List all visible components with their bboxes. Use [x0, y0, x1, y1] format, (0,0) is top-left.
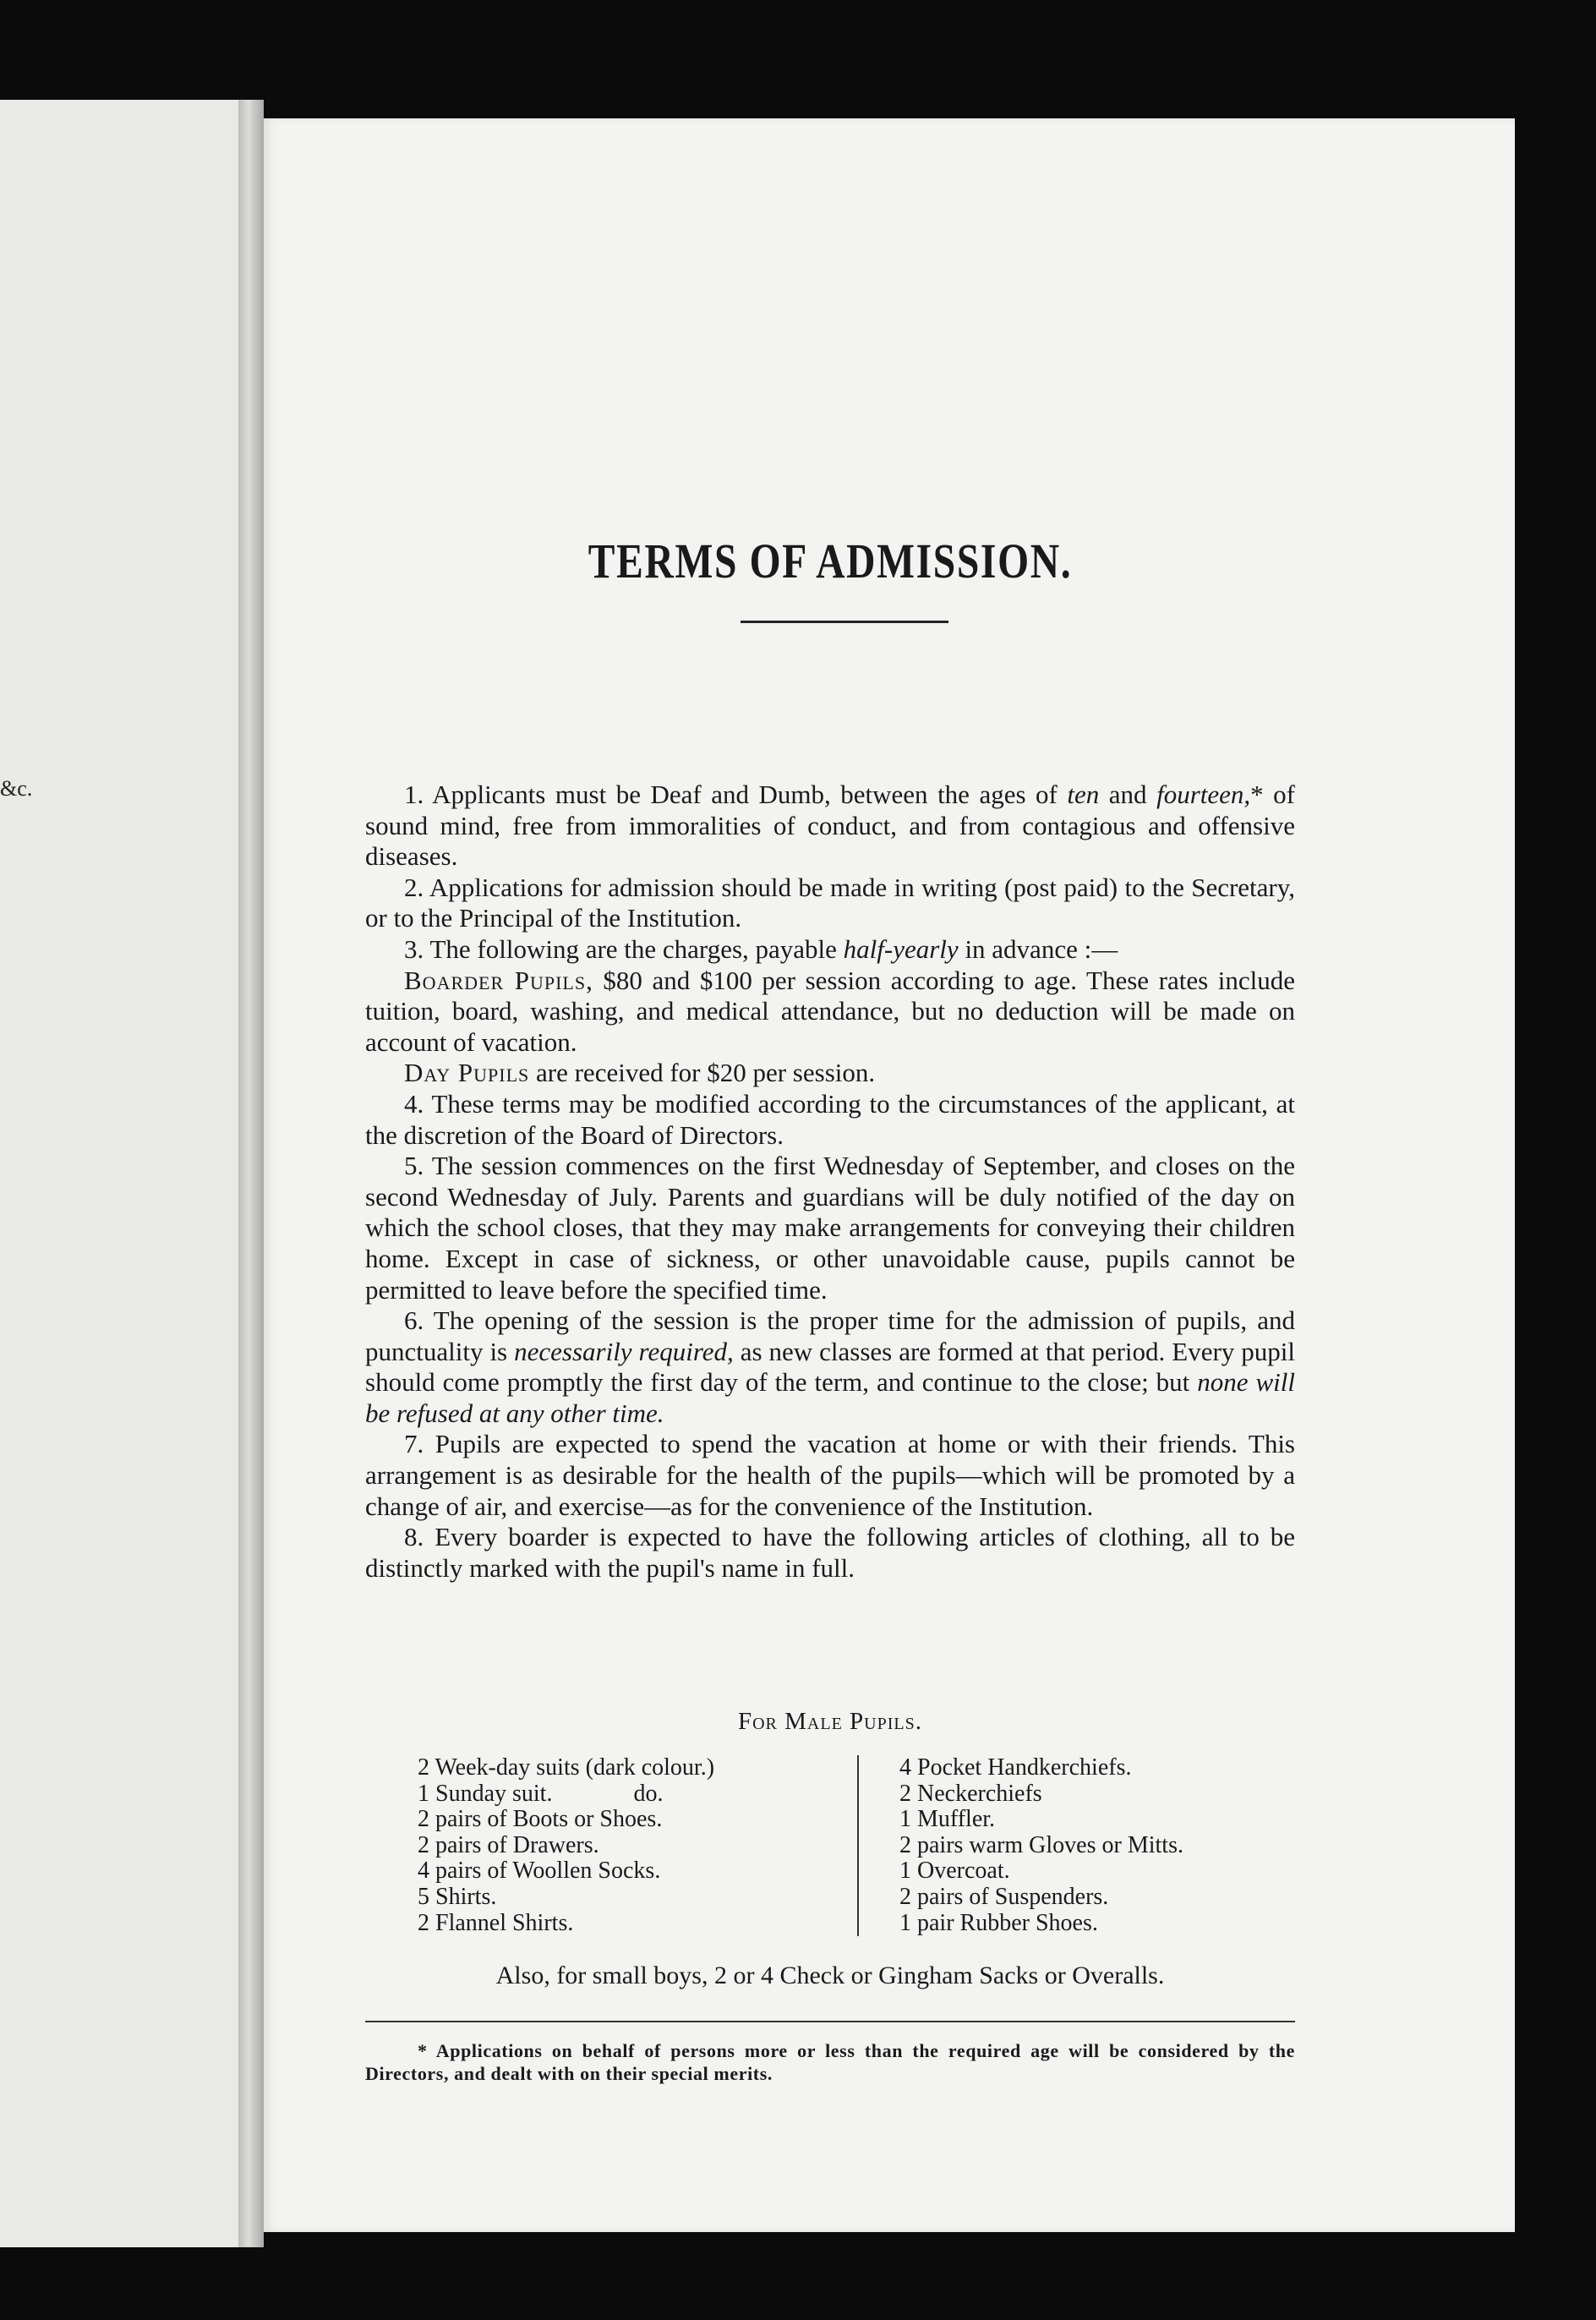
clothing-heading: For Male Pupils. [737, 1708, 923, 1735]
paragraph-text: and [1099, 780, 1157, 809]
clothing-item-text: 5 Shirts. [418, 1883, 497, 1910]
paragraph [365, 873, 1295, 934]
paragraph-text: * of sound mind, free from immoralities of conduct, and from contagious and offensive diseases. [365, 780, 1295, 872]
paragraph-text: ten [1067, 780, 1100, 809]
paragraph-text: fourteen, [1156, 780, 1251, 809]
paragraph-text: Applicants must be Deaf and Dumb, between the ages of [432, 780, 1068, 809]
small-boys-note: Also, for small boys, 2 or 4 Check or Gingham Sacks or Overalls. [495, 1962, 1165, 1989]
clothing-item-text: 4 pairs of Woollen Socks. [418, 1858, 661, 1885]
footnote [365, 2039, 1295, 2085]
clothing-item [418, 1781, 857, 1808]
paragraph-number: 4. [404, 1088, 432, 1119]
paragraph-text: The opening of the session is the proper time for the admission of pupils, and punctuality is [365, 1305, 1295, 1366]
paragraph-text: These terms may be modified according to the circumstances of the applicant, at the discretion of the Board of Directors. [365, 1088, 1295, 1150]
paragraph [365, 1305, 1295, 1429]
ditto-mark: do. [633, 1780, 664, 1807]
paragraph-number: 3. [404, 933, 430, 964]
clothing-item-text: 1 Sunday suit. [418, 1780, 553, 1807]
clothing-item [418, 1911, 857, 1937]
clothing-item [418, 1858, 857, 1885]
clothing-item [418, 1755, 857, 1781]
paragraph-number: 6. [404, 1305, 434, 1336]
clothing-item: 2 pairs warm Gloves or Mitts. [899, 1831, 1183, 1858]
paragraph-text: The session commences on the first Wednesday of September, and closes on the second Wednesday of July. Parents and guardians will be duly notified of the day on which the school closes, that they may make arrangements for conveying their children home. Except in case of sickness, or other unavoidable cause, pupils cannot be permitted to leave before the specified time. [365, 1151, 1295, 1305]
paragraph [365, 966, 1295, 1059]
clothing-item-text: 2 Week-day suits (dark colour.) [418, 1754, 715, 1781]
footnote-text: * Applications on behalf of persons more or less than the required age will be considered by the Directors, and dealt with on their special merits. [365, 2040, 1295, 2084]
paragraph-text: necessarily required, [514, 1336, 734, 1366]
clothing-item: 1 Overcoat. [899, 1858, 1010, 1885]
clothing-item [418, 1807, 857, 1833]
clothing-item: 2 Neckerchiefs [899, 1780, 1042, 1807]
clothing-item [418, 1885, 857, 1911]
paragraph-text: $80 and $100 per session according to age. These rates include tuition, board, washing, and medical attendance, but no deduction will be made on account of vacation. [365, 965, 1295, 1057]
clothing-item-text: 2 pairs of Drawers. [418, 1831, 599, 1858]
paragraph-number: 8. [404, 1522, 435, 1552]
clothing-item: 4 Pocket Handkerchiefs. [899, 1754, 1132, 1781]
paragraph-text: Day Pupils [404, 1058, 530, 1088]
paragraph-number: 2. [404, 872, 429, 902]
left-page [0, 100, 238, 2247]
clothing-item-text: 2 pairs of Boots or Shoes. [418, 1806, 663, 1833]
paragraph-number: 1. [404, 780, 433, 809]
clothing-item: 1 pair Rubber Shoes. [899, 1909, 1098, 1936]
title-underline [741, 621, 948, 623]
clothing-item: 2 pairs of Suspenders. [899, 1883, 1109, 1910]
book-spine [238, 100, 264, 2247]
footnote-rule [365, 2021, 1295, 2022]
clothing-item: 1 Muffler. [899, 1806, 996, 1833]
paragraph-text: Pupils are expected to spend the vacation at home or with their friends. This arrangement is as desirable for the health of the pupils—which will be promoted by a change of air, and exercise—as for the convenience of the Institution. [365, 1429, 1295, 1521]
clothing-list [418, 1755, 1263, 1936]
paragraph-text: none will be refused at any other time. [365, 1367, 1295, 1428]
paragraph-text: in advance :— [958, 933, 1118, 964]
left-page-edge-text: &c. [0, 776, 33, 801]
paragraph-number: 7. [404, 1429, 435, 1459]
terms-body [365, 780, 1295, 1584]
paragraph-text: half-yearly [843, 933, 959, 964]
clothing-right-column [859, 1755, 1183, 1936]
paragraph-text: Boarder Pupils, [404, 965, 593, 995]
paragraph-text: Every boarder is expected to have the following articles of clothing, all to be distinctly marked with the pupil's name in full. [365, 1522, 1296, 1583]
paragraph [365, 1089, 1295, 1151]
paragraph [365, 780, 1295, 873]
clothing-item [418, 1833, 857, 1859]
page-title: TERMS OF ADMISSION. [588, 533, 1073, 588]
paragraph-text: as new classes are formed at that period. Every pupil should come promptly the first day of the term, and continue to the close; but [365, 1336, 1295, 1398]
paragraph [365, 1058, 1295, 1089]
paragraph-text: are received for $20 per session. [529, 1058, 876, 1088]
paragraph-text: The following are the charges, payable [429, 933, 844, 964]
paragraph [365, 1429, 1295, 1522]
paragraph-number: 5. [404, 1151, 432, 1181]
paragraph-text: Applications for admission should be made in writing (post paid) to the Secretary, or to the Principal of the Institution. [365, 872, 1295, 933]
paragraph [365, 1151, 1295, 1305]
clothing-left-column [418, 1755, 859, 1936]
document-page [264, 118, 1515, 2232]
paragraph [365, 1522, 1295, 1584]
clothing-item-text: 2 Flannel Shirts. [418, 1909, 574, 1936]
paragraph [365, 934, 1295, 966]
